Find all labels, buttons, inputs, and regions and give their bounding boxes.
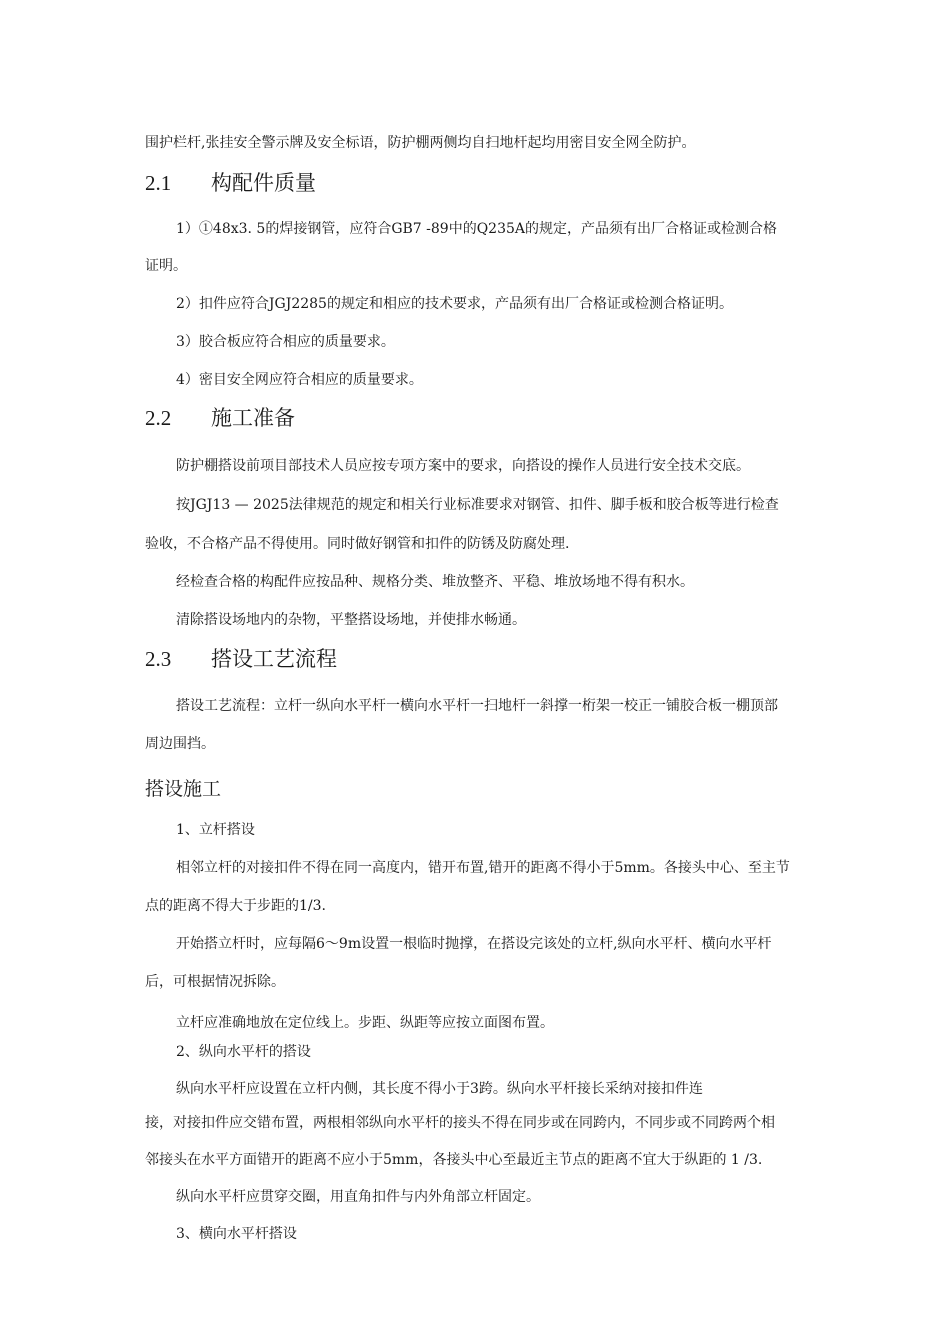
paragraph: 开始搭立杆时，应每隔6〜9m设置一根临时抛撑，在搭设完该处的立杆,纵向水平杆、横向水平杆 bbox=[176, 936, 772, 952]
paragraph: 经检查合格的构配件应按品种、规格分类、堆放整齐、平稳、堆放场地不得有积水。 bbox=[176, 574, 694, 590]
paragraph: 立杆应准确地放在定位线上。步距、纵距等应按立面图布置。 bbox=[176, 1015, 554, 1031]
paragraph-continuation: 邻接头在水平方面错开的距离不应小于5mm，各接头中心至最近主节点的距离不宜大于纵距的 1 /3. bbox=[145, 1152, 763, 1168]
section-title: 构配件质量 bbox=[211, 171, 316, 195]
paragraph: 1）①48x3. 5的焊接钢管，应符合GB7 -89中的Q235A的规定，产品须有出厂合格证或检测合格 bbox=[176, 221, 778, 237]
paragraph-continuation: 点的距离不得大于步距的1/3. bbox=[145, 898, 326, 914]
paragraph: 搭设工艺流程：立杆一纵向水平杆一横向水平杆一扫地杆一斜撑一桁架一校正一铺胶合板一棚顶部 bbox=[176, 698, 778, 714]
section-number: 2.1 bbox=[145, 171, 172, 195]
section-number: 2.2 bbox=[145, 406, 172, 430]
paragraph-continuation: 周边围挡。 bbox=[145, 736, 215, 752]
paragraph: 清除搭设场地内的杂物，平整搭设场地，并使排水畅通。 bbox=[176, 612, 526, 628]
paragraph: 纵向水平杆应贯穿交圈，用直角扣件与内外角部立杆固定。 bbox=[176, 1189, 540, 1205]
section-title: 搭设工艺流程 bbox=[211, 647, 337, 671]
list-item-heading: 2、纵向水平杆的搭设 bbox=[176, 1044, 311, 1060]
section-heading-2-3 bbox=[145, 645, 337, 673]
paragraph-continuation: 接，对接扣件应交错布置，两根相邻纵向水平杆的接头不得在同步或在同跨内，不同步或不同跨两个相 bbox=[145, 1115, 775, 1131]
subsection-heading: 搭设施工 bbox=[145, 778, 222, 800]
paragraph: 纵向水平杆应设置在立杆内侧，其长度不得小于3跨。纵向水平杆接长采纳对接扣件连 bbox=[176, 1081, 703, 1097]
section-title: 施工准备 bbox=[211, 406, 295, 430]
list-item-heading: 1、立杆搭设 bbox=[176, 822, 255, 838]
paragraph-continuation: 证明。 bbox=[145, 258, 187, 274]
intro-paragraph: 围护栏杆,张挂安全警示牌及安全标语，防护棚两侧均自扫地杆起均用密目安全网全防护。 bbox=[145, 135, 696, 151]
section-number: 2.3 bbox=[145, 647, 172, 671]
paragraph-continuation: 后，可根据情况拆除。 bbox=[145, 974, 285, 990]
paragraph: 防护棚搭设前项目部技术人员应按专项方案中的要求，向搭设的操作人员进行安全技术交底。 bbox=[176, 458, 750, 474]
paragraph: 按JGJ13 — 2025法律规范的规定和相关行业标准要求对钢管、扣件、脚手板和胶合板等进行检查 bbox=[176, 497, 779, 513]
list-item-heading: 3、横向水平杆搭设 bbox=[176, 1226, 297, 1242]
paragraph: 3）胶合板应符合相应的质量要求。 bbox=[176, 334, 395, 350]
paragraph: 相邻立杆的对接扣件不得在同一高度内，错开布置,错开的距离不得小于5mm。各接头中心、至主节 bbox=[176, 860, 790, 876]
section-heading-2-1 bbox=[145, 169, 316, 197]
paragraph: 4）密目安全网应符合相应的质量要求。 bbox=[176, 372, 423, 388]
paragraph-continuation: 验收，不合格产品不得使用。同时做好钢管和扣件的防锈及防腐处理. bbox=[145, 536, 570, 552]
section-heading-2-2 bbox=[145, 404, 295, 432]
paragraph: 2）扣件应符合JGJ2285的规定和相应的技术要求，产品须有出厂合格证或检测合格证明。 bbox=[176, 296, 733, 312]
